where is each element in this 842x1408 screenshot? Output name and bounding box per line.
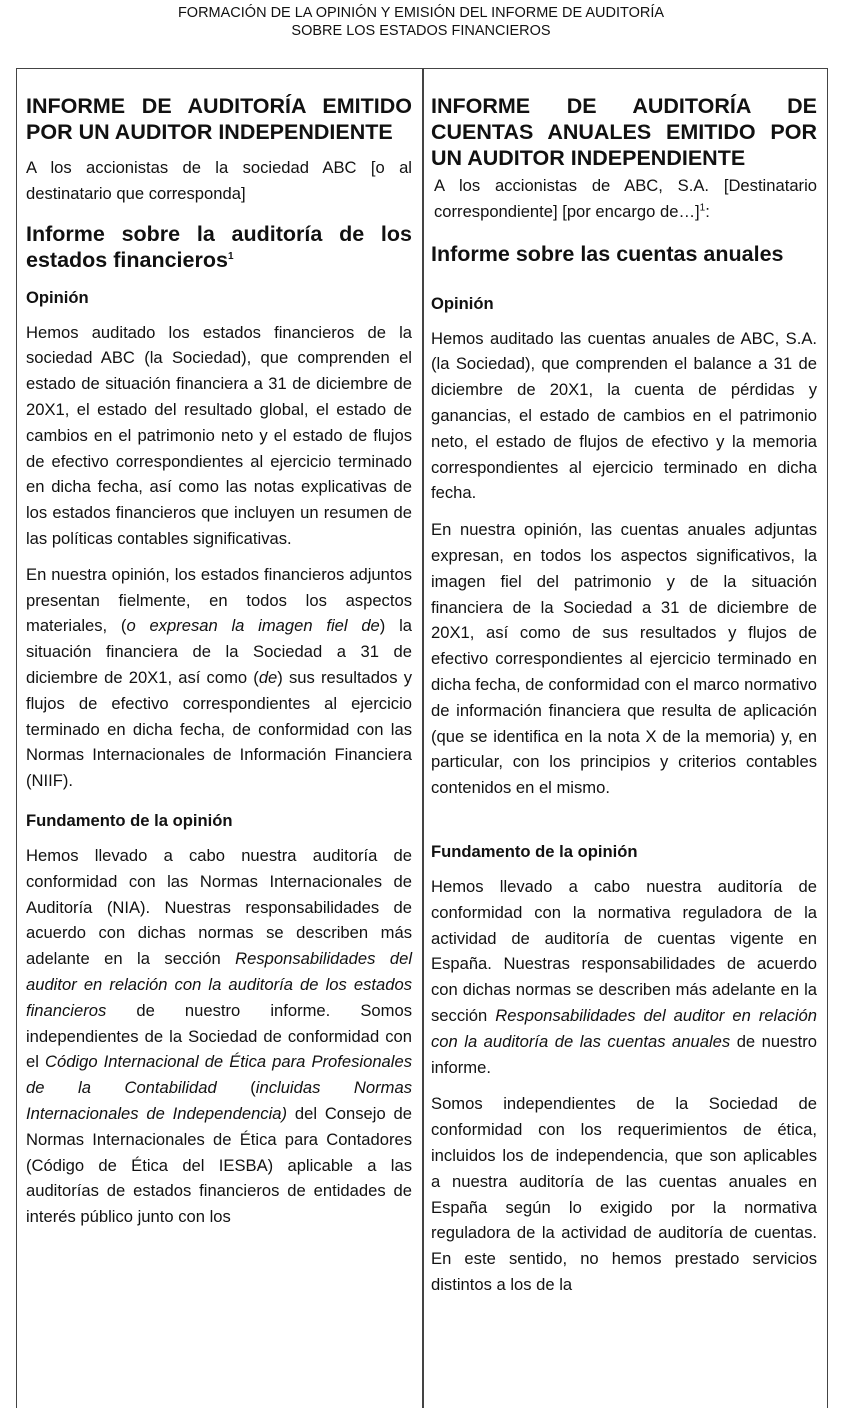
left-title-line-1: INFORME DE AUDITORÍA EMITIDO: [26, 94, 412, 118]
right-title-line-1: INFORME DE AUDITORÍA DE: [431, 94, 817, 118]
header-line-2: SOBRE LOS ESTADOS FINANCIEROS: [291, 23, 551, 39]
left-section-title: [26, 221, 412, 273]
text-run: :: [705, 201, 710, 221]
right-report-title: [431, 93, 817, 171]
text-run: En nuestra opinión, los estados financieros adjuntos presentan fielmente, en todos los aspectos materiales, (: [26, 564, 412, 636]
left-addressee: A los accionistas de la sociedad ABC [o al destinatario que corresponda]: [26, 158, 412, 203]
text-run-italic: o expresan la imagen fiel de: [126, 616, 380, 636]
header-line-1: FORMACIÓN DE LA OPINIÓN Y EMISIÓN DEL INFORME DE AUDITORÍA: [177, 5, 665, 21]
text-run: ) la situación financiera de la Sociedad a 31 de diciembre de 20X1, así como (: [26, 616, 412, 687]
text-run: de nuestro informe.: [431, 1031, 817, 1077]
left-column: [26, 69, 412, 1230]
text-run: Hemos llevado a cabo nuestra auditoría de conformidad con la normativa reguladora de la actividad de auditoría de cuentas vigente en España. Nuestras responsabilidades de acuerdo con dichas normas se describen más adelante en la sección: [431, 876, 817, 1025]
comparison-table: [16, 68, 828, 1408]
left-title-line-2: POR UN AUDITOR INDEPENDIENTE: [26, 120, 393, 144]
text-run: Hemos llevado a cabo nuestra auditoría de conformidad con las Normas Internacionales de Auditoría (NIA). Nuestras responsabilidades de acuerdo con dichas normas se describen más adelante en la sección: [26, 845, 412, 969]
text-run: del Consejo de Normas Internacionales de Ética para Contadores (Código de Ética del IESBA) aplicable a las auditorías de estados financieros de entidades de interés público junto con los: [26, 1103, 412, 1227]
right-basis-heading: Fundamento de la opinión: [431, 841, 638, 861]
right-column: [431, 69, 817, 1298]
page-header: [0, 4, 842, 40]
right-basis-paragraph-2: Somos independientes de la Sociedad de conformidad con los requerimientos de ética, incluidos los de independencia, que son aplicables a nuestra auditoría de las cuentas anuales en España según lo exigido por la normativa reguladora de la actividad de auditoría de cuentas. En este sentido, no hemos prestado servicios distintos a los de la: [431, 1094, 817, 1294]
text-run: (: [216, 1078, 256, 1098]
text-run: ) sus resultados y flujos de efectivo correspondientes al ejercicio terminado en dicha fecha, de conformidad con las Normas Internacionales de Información Financiera (NIIF).: [26, 667, 412, 791]
left-report-title: [26, 93, 412, 145]
text-run: de nuestro informe. Somos independientes de la Sociedad de conformidad con el: [26, 1000, 412, 1072]
left-opinion-paragraph-1: Hemos auditado los estados financieros de la sociedad ABC (la Sociedad), que comprenden el estado de situación financiera a 31 de diciembre de 20X1, el estado del resultado global, el estado de cambios en el patrimonio neto y el estado de flujos de efectivo correspondientes al ejercicio terminado en dicha fecha, así como las notas explicativas de los estados financieros que incluyen un resumen de las políticas contables significativas.: [26, 322, 412, 548]
right-basis-paragraph-1: [431, 874, 817, 1080]
right-title-line-2: CUENTAS ANUALES EMITIDO POR: [431, 120, 817, 144]
footnote-ref: 1: [227, 250, 234, 262]
text-run-italic: Responsabilidades del auditor en relación con la auditoría de los estados financieros: [26, 949, 412, 1020]
left-basis-heading: Fundamento de la opinión: [26, 810, 233, 830]
footnote-ref: 1: [699, 202, 706, 214]
right-opinion-paragraph-2: En nuestra opinión, las cuentas anuales adjuntas expresan, en todos los aspectos significativos, la imagen fiel del patrimonio y de la situación financiera de la Sociedad a 31 de diciembre de 20X1, así como de sus resultados y flujos de efectivo correspondientes al ejercicio terminado en dicha fecha, de conformidad con el marco normativo de información financiera que resulta de aplicación (que se identifica en la nota X de la memoria) y, en particular, con los principios y criterios contables contenidos en el mismo.: [431, 520, 817, 798]
right-section-title: Informe sobre las cuentas anuales: [431, 241, 784, 266]
text-run-italic: Responsabilidades del auditor en relación con la auditoría de las cuentas anuales: [431, 1005, 817, 1051]
left-opinion-paragraph-2: [26, 562, 412, 794]
text-run: A los accionistas de ABC, S.A. [Destinatario correspondiente] [por encargo de…]: [434, 176, 817, 221]
left-section-title-text: Informe sobre la auditoría de los estados financieros: [26, 221, 412, 272]
right-opinion-heading: Opinión: [431, 293, 494, 313]
text-run-italic: Código Internacional de Ética para Profesionales de la Contabilidad: [26, 1052, 412, 1098]
left-opinion-heading: Opinión: [26, 287, 89, 307]
right-title-line-3: UN AUDITOR INDEPENDIENTE: [431, 146, 746, 170]
column-divider: [422, 69, 424, 1408]
text-run-italic: incluidas Normas Internacionales de Independencia): [26, 1078, 412, 1123]
right-opinion-paragraph-1: Hemos auditado las cuentas anuales de ABC, S.A. (la Sociedad), que comprenden el balance a 31 de diciembre de 20X1, la cuenta de pérdidas y ganancias, el estado de cambios en el patrimonio neto, el estado de flujos de efectivo y la memoria correspondientes al ejercicio terminado en dicha fecha.: [431, 328, 817, 503]
left-basis-paragraph: [26, 843, 412, 1230]
text-run-italic: de: [258, 667, 278, 687]
right-addressee: [431, 173, 817, 225]
